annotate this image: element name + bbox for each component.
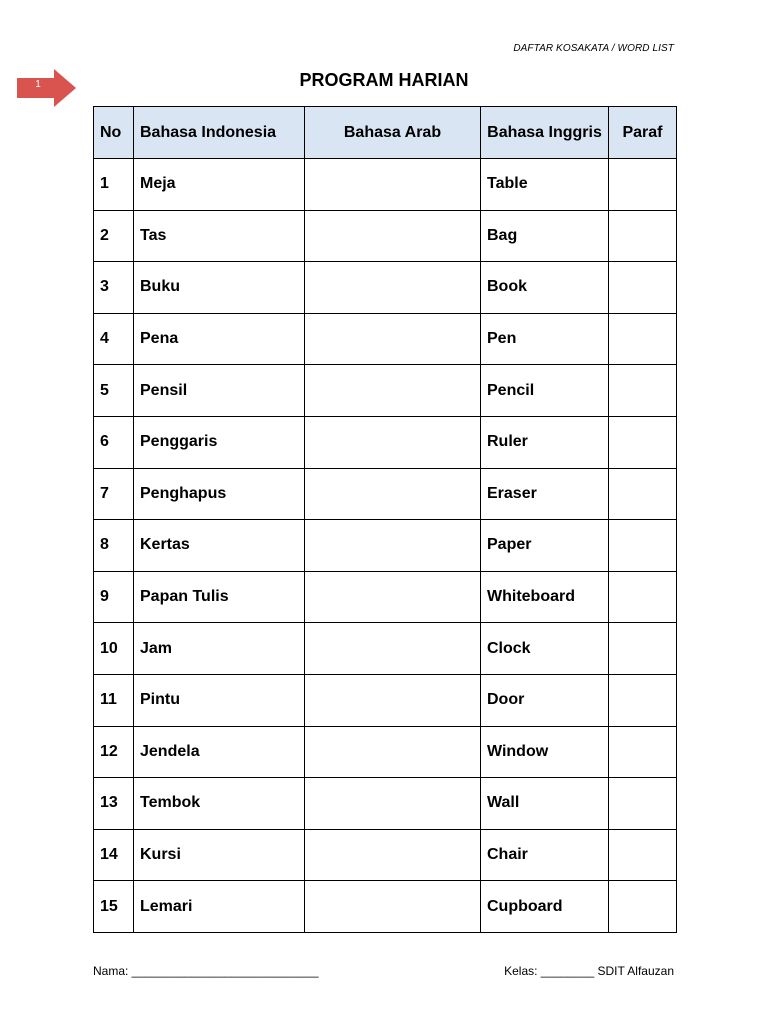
cell-indonesia: Pintu [134, 674, 305, 726]
cell-indonesia: Jam [134, 623, 305, 675]
cell-indonesia: Buku [134, 262, 305, 314]
cell-inggris: Paper [481, 520, 609, 572]
cell-indonesia: Meja [134, 159, 305, 211]
cell-no: 4 [94, 313, 134, 365]
cell-indonesia: Tas [134, 210, 305, 262]
cell-paraf [609, 829, 677, 881]
cell-no: 12 [94, 726, 134, 778]
cell-paraf [609, 262, 677, 314]
cell-indonesia: Kursi [134, 829, 305, 881]
cell-arab [305, 159, 481, 211]
cell-arab [305, 829, 481, 881]
table-row [94, 520, 677, 572]
cell-indonesia: Papan Tulis [134, 571, 305, 623]
cell-inggris: Clock [481, 623, 609, 675]
cell-paraf [609, 365, 677, 417]
cell-indonesia: Penghapus [134, 468, 305, 520]
table-row [94, 313, 677, 365]
cell-arab [305, 210, 481, 262]
cell-paraf [609, 313, 677, 365]
column-header-paraf: Paraf [609, 107, 677, 159]
cell-arab [305, 262, 481, 314]
column-header-inggris: Bahasa Inggris [481, 107, 609, 159]
cell-paraf [609, 210, 677, 262]
cell-inggris: Whiteboard [481, 571, 609, 623]
cell-indonesia: Lemari [134, 881, 305, 933]
cell-indonesia: Tembok [134, 778, 305, 830]
cell-paraf [609, 778, 677, 830]
cell-inggris: Bag [481, 210, 609, 262]
cell-inggris: Window [481, 726, 609, 778]
cell-no: 7 [94, 468, 134, 520]
table-row [94, 365, 677, 417]
cell-arab [305, 726, 481, 778]
cell-indonesia: Pena [134, 313, 305, 365]
table-row [94, 262, 677, 314]
cell-indonesia: Jendela [134, 726, 305, 778]
cell-inggris: Pen [481, 313, 609, 365]
cell-no: 10 [94, 623, 134, 675]
cell-no: 15 [94, 881, 134, 933]
table-body [94, 159, 677, 933]
cell-inggris: Ruler [481, 416, 609, 468]
cell-paraf [609, 726, 677, 778]
column-header-no: No [94, 107, 134, 159]
column-header-arab: Bahasa Arab [305, 107, 481, 159]
cell-paraf [609, 623, 677, 675]
cell-indonesia: Kertas [134, 520, 305, 572]
cell-no: 11 [94, 674, 134, 726]
table-row [94, 416, 677, 468]
table-row [94, 881, 677, 933]
footer-name-field: Nama: ____________________________ [93, 964, 319, 978]
table-header-row [94, 107, 677, 159]
cell-no: 5 [94, 365, 134, 417]
cell-paraf [609, 468, 677, 520]
header-note: DAFTAR KOSAKATA / WORD LIST [513, 43, 674, 54]
cell-paraf [609, 881, 677, 933]
page-title: PROGRAM HARIAN [299, 70, 469, 90]
cell-paraf [609, 674, 677, 726]
cell-arab [305, 623, 481, 675]
column-header-indonesia: Bahasa Indonesia [134, 107, 305, 159]
table-row [94, 159, 677, 211]
table-row [94, 210, 677, 262]
table-row [94, 778, 677, 830]
cell-no: 1 [94, 159, 134, 211]
cell-no: 13 [94, 778, 134, 830]
cell-indonesia: Pensil [134, 365, 305, 417]
cell-paraf [609, 520, 677, 572]
cell-arab [305, 520, 481, 572]
cell-inggris: Cupboard [481, 881, 609, 933]
cell-paraf [609, 571, 677, 623]
cell-arab [305, 571, 481, 623]
table-row [94, 726, 677, 778]
cell-arab [305, 674, 481, 726]
cell-inggris: Eraser [481, 468, 609, 520]
cell-arab [305, 365, 481, 417]
vocabulary-table [93, 106, 677, 933]
cell-no: 2 [94, 210, 134, 262]
cell-inggris: Wall [481, 778, 609, 830]
cell-inggris: Chair [481, 829, 609, 881]
cell-inggris: Door [481, 674, 609, 726]
footer-class-field: Kelas: ________ SDIT Alfauzan [504, 964, 674, 978]
cell-inggris: Book [481, 262, 609, 314]
cell-no: 3 [94, 262, 134, 314]
cell-inggris: Table [481, 159, 609, 211]
cell-arab [305, 416, 481, 468]
cell-no: 9 [94, 571, 134, 623]
cell-no: 6 [94, 416, 134, 468]
cell-paraf [609, 159, 677, 211]
cell-no: 14 [94, 829, 134, 881]
cell-arab [305, 881, 481, 933]
cell-arab [305, 313, 481, 365]
table-row [94, 623, 677, 675]
cell-arab [305, 468, 481, 520]
cell-arab [305, 778, 481, 830]
cell-no: 8 [94, 520, 134, 572]
table-row [94, 674, 677, 726]
cell-indonesia: Penggaris [134, 416, 305, 468]
page-number: 1 [35, 79, 41, 90]
table-row [94, 468, 677, 520]
table-row [94, 829, 677, 881]
table-row [94, 571, 677, 623]
cell-inggris: Pencil [481, 365, 609, 417]
cell-paraf [609, 416, 677, 468]
